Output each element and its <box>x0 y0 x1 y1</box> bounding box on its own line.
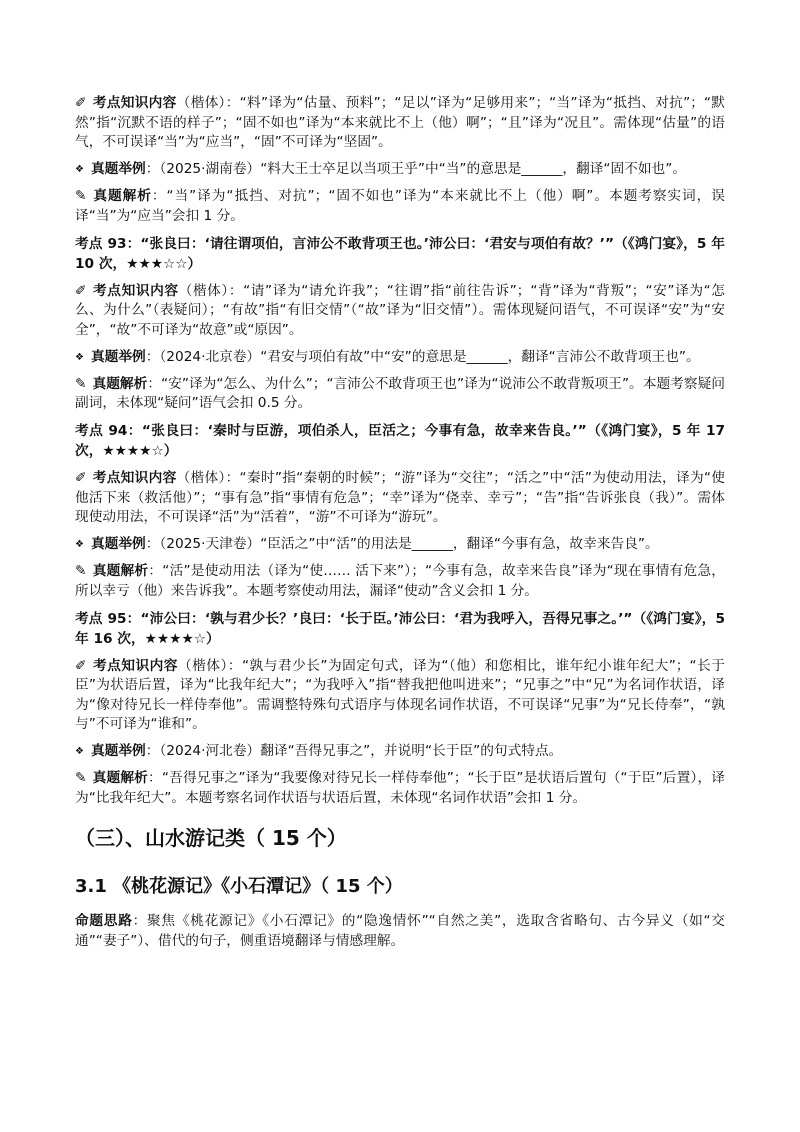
point-heading: 考点 95：“沛公曰：‘孰与君少长？’良曰：‘长于臣。’沛公曰：‘君为我呼入，吾得兄事之。’”（《鸿门宴》，5 年 16 次，★★★★☆） <box>75 610 725 647</box>
point-heading: 考点 93：“张良曰：‘请往谓项伯，言沛公不敢背项王也。’沛公曰：‘君安与项伯有故？’”（《鸿门宴》，5 年 10 次，★★★☆☆） <box>75 235 725 272</box>
analysis-label: 真题解析 <box>92 375 148 392</box>
label-colon: ： <box>148 563 163 579</box>
subsection-title: 3.1 《桃花源记》《小石潭记》（ 15 个） <box>75 876 403 897</box>
label-colon: ： <box>151 188 167 204</box>
document-page <box>75 94 725 959</box>
pencil-edit-icon: ✎ <box>75 770 87 786</box>
analysis-label: 真题解析 <box>92 563 149 579</box>
label-colon: ： <box>148 770 162 786</box>
typeface-note: （楷体） <box>176 470 226 486</box>
label-colon: ： <box>147 375 162 392</box>
exam-analysis-paragraph <box>75 769 725 808</box>
analysis-label: 真题解析 <box>92 770 149 786</box>
pencil-icon: ✐ <box>75 282 87 299</box>
knowledge-content-paragraph <box>75 469 725 528</box>
knowledge-content-paragraph <box>75 94 725 153</box>
example-text: （2025·湖南卷）“料大王士卒足以当项王乎”中“当”的意思是______，翻译“固不如也”。 <box>159 161 687 177</box>
exam-example-paragraph <box>75 348 725 368</box>
diamond-icon: ❖ <box>75 539 84 550</box>
pencil-edit-icon: ✎ <box>75 375 87 392</box>
point-heading: 考点 94：“张良曰：‘秦时与臣游，项伯杀人，臣活之；今事有急，故幸来告良。’”（《鸿门宴》，5 年 17 次，★★★★☆） <box>75 423 725 459</box>
proposition-idea-text: 聚焦《桃花源记》《小石潭记》的“隐逸情怀”“自然之美”，选取含省略句、古今异义（如“交通”“妻子”）、借代的句子，侧重语境翻译与情感理解。 <box>75 913 725 949</box>
knowledge-label: 考点知识内容 <box>92 470 177 486</box>
example-label: 真题举例 <box>90 348 146 365</box>
label-colon: ： <box>145 161 160 177</box>
pencil-icon: ✐ <box>75 95 87 111</box>
diamond-icon: ❖ <box>75 351 84 363</box>
knowledge-text: “秦时”指“秦朝的时候”；“游”译为“交往”；“活之”中“活”为使动用法，译为“使他活下来（救活他）”；“事有急”指“事情有危急”；“幸”译为“侥幸、幸亏”；“告”指“告诉张良（我）”。需体现使动用法，不可误译“活”为“活着”，“游”不可译为“游玩”。 <box>75 470 725 525</box>
example-label: 真题举例 <box>90 536 146 552</box>
analysis-text: “安”译为“怎么、为什么”；“言沛公不敢背项王也”译为“说沛公不敢背叛项王”。本题考察疑问副词，未体现“疑问”语气会扣 0.5 分。 <box>75 375 725 411</box>
section-title: （三）、山水游记类（ 15 个） <box>75 826 347 850</box>
knowledge-text: “料”译为“估量、预料”；“足以”译为“足够用来”；“当”译为“抵挡、对抗”；“默然”指“沉默不语的样子”；“固不如也”译为“本来就比不上（他）啊”；“且”译为“况且”。需体现“估量”的语气，不可误译“当”为“应当”，“固”不可译为“坚固”。 <box>75 95 725 150</box>
exam-analysis-paragraph <box>75 562 725 601</box>
knowledge-content-paragraph <box>75 657 725 735</box>
analysis-text: “当”译为“抵挡、对抗”；“固不如也”译为“本来就比不上（他）啊”。本题考察实词，误译“当”为“应当”会扣 1 分。 <box>75 188 725 224</box>
example-text: （2025·天津卷）“臣活之”中“活”的用法是______，翻译“今事有急，故幸来告良”。 <box>159 536 659 552</box>
label-colon: ： <box>145 743 160 759</box>
label-colon: ： <box>145 536 160 552</box>
label-colon: ： <box>227 657 242 674</box>
typeface-note: （楷体） <box>176 95 226 111</box>
exam-example-paragraph <box>75 742 725 762</box>
knowledge-text: “请”译为“请允许我”；“往谓”指“前往告诉”；“背”译为“背叛”；“安”译为“怎么、为什么”（表疑问）；“有故”指“有旧交情”（“故”译为“旧交情”）。需体现疑问语气，不可误译“安”为“安全”，“故”不可译为“故意”或“原因”。 <box>75 282 725 338</box>
label-colon: ： <box>132 913 148 929</box>
label-colon: ： <box>145 348 160 365</box>
typeface-note: （楷体） <box>178 282 229 299</box>
knowledge-label: 考点知识内容 <box>92 95 177 111</box>
label-colon: ： <box>225 95 240 111</box>
example-text: （2024·河北卷）翻译“吾得兄事之”，并说明“长于臣”的句式特点。 <box>159 743 563 759</box>
exam-analysis-paragraph <box>75 375 725 414</box>
analysis-text: “吾得兄事之”译为“我要像对待兄长一样侍奉他”；“长于臣”是状语后置句（“于臣”后置），译为“比我年纪大”。本题考察名词作状语与状语后置，未体现“名词作状语”会扣 1 分。 <box>75 770 725 806</box>
pencil-icon: ✐ <box>75 470 87 486</box>
example-label: 真题举例 <box>90 743 146 759</box>
diamond-icon: ❖ <box>75 164 84 175</box>
analysis-label: 真题解析 <box>92 188 152 204</box>
exam-analysis-paragraph <box>75 187 725 226</box>
knowledge-label: 考点知识内容 <box>92 657 178 674</box>
exam-example-paragraph <box>75 535 725 555</box>
diamond-icon: ❖ <box>75 746 84 757</box>
pencil-edit-icon: ✎ <box>75 563 87 579</box>
knowledge-label: 考点知识内容 <box>92 282 179 299</box>
pencil-icon: ✐ <box>75 657 87 674</box>
example-text: （2024·北京卷）“君安与项伯有故”中“安”的意思是______，翻译“言沛公不敢背项王也”。 <box>159 348 700 365</box>
knowledge-text: “孰与君少长”为固定句式，译为“（他）和您相比，谁年纪小谁年纪大”；“长于臣”为状语后置，译为“比我年纪大”；“为我呼入”指“替我把他叫进来”；“兄事之”中“兄”为名词作状语，译为“像对待兄长一样侍奉他”。需调整特殊句式语序与体现名词作状语，不可误译“兄事”为“兄长侍奉”，“孰与”不可译为“谁和”。 <box>75 657 725 732</box>
label-colon: ： <box>228 282 244 299</box>
proposition-idea-label: 命题思路 <box>75 913 133 929</box>
typeface-note: （楷体） <box>177 657 228 674</box>
proposition-idea-paragraph <box>75 912 725 951</box>
analysis-text: “活”是使动用法（译为“使…… 活下来”）；“今事有急，故幸来告良”译为“现在事情有危急，所以幸亏（他）来告诉我”。本题考察使动用法，漏译“使动”含义会扣 1 分。 <box>75 563 725 599</box>
exam-example-paragraph <box>75 160 725 180</box>
pencil-edit-icon: ✎ <box>75 188 87 204</box>
knowledge-content-paragraph <box>75 282 725 341</box>
label-colon: ： <box>225 470 240 486</box>
example-label: 真题举例 <box>90 161 146 177</box>
